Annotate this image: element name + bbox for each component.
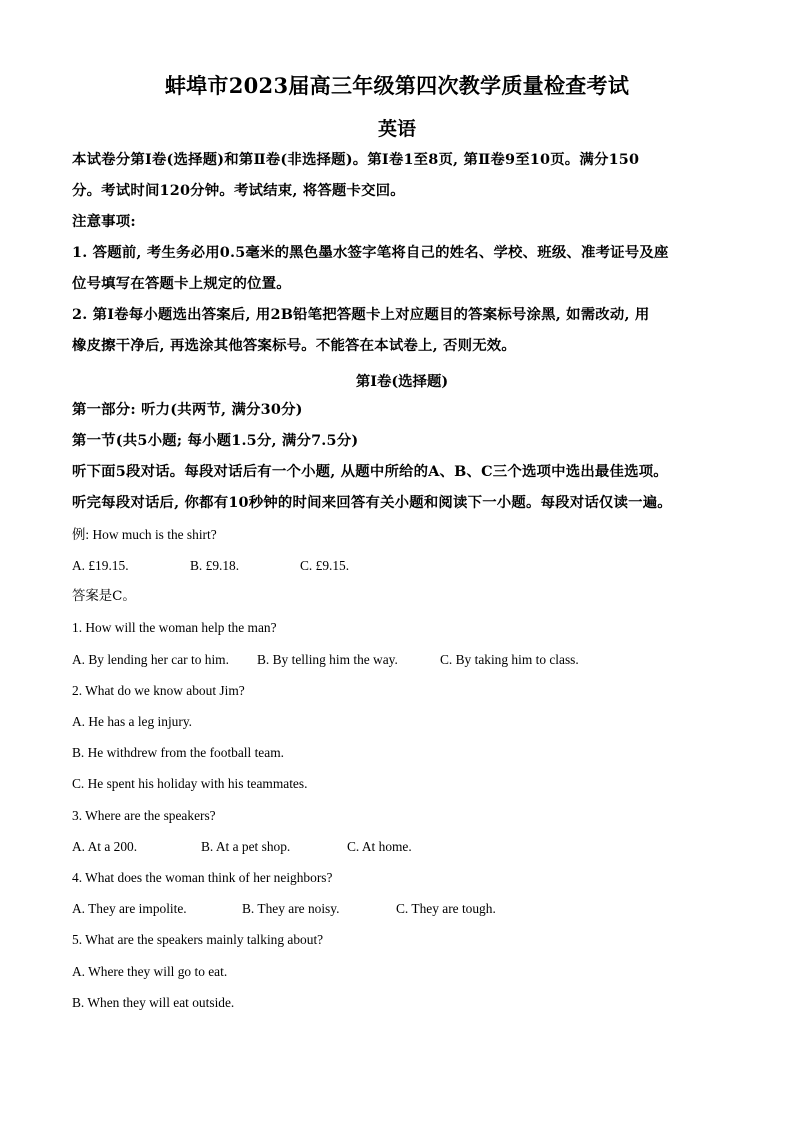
option-c: C. He spent his holiday with his teammates. [72, 776, 308, 791]
example-answer: 答案是C。 [72, 589, 136, 604]
option-b: B. When they will eat outside. [72, 995, 235, 1010]
question-options [72, 651, 732, 669]
option-c: C. They are tough. [396, 901, 496, 916]
volume-heading: 第Ⅰ卷(选择题) [355, 373, 449, 390]
question-text: 2. What do we know about Jim? [72, 683, 245, 698]
option-b: B. He withdrew from the football team. [72, 745, 284, 760]
example-options [72, 557, 732, 575]
option-a: A. At a 200. [72, 839, 138, 854]
option-a: A. He has a leg injury. [72, 714, 192, 729]
notes-heading: 注意事项: [72, 213, 136, 230]
option-c: C. £9.15. [300, 558, 350, 573]
part1-heading: 第一部分: 听力(共两节, 满分30分) [72, 401, 303, 418]
question-text: 4. What does the woman think of her neighbors? [72, 870, 333, 885]
option-a: A. £19.15. [72, 558, 129, 573]
part1-block [72, 394, 732, 518]
option-a: A. Where they will go to eat. [72, 964, 228, 979]
exam-intro [72, 144, 732, 361]
option-a: A. They are impolite. [72, 901, 187, 916]
note-line: 1. 答题前, 考生务必用0.5毫米的黑色墨水签字笔将自己的姓名、学校、班级、准考证号及座 [72, 244, 669, 261]
intro-line: 本试卷分第Ⅰ卷(选择题)和第Ⅱ卷(非选择题)。第Ⅰ卷1至8页, 第Ⅱ卷9至10页。满分150 [72, 151, 640, 168]
question-text: 3. Where are the speakers? [72, 808, 216, 823]
option-c: C. By taking him to class. [440, 652, 579, 667]
question-text: 5. What are the speakers mainly talking about? [72, 932, 324, 947]
exam-title: 蚌埠市2023届高三年级第四次教学质量检查考试 [164, 73, 630, 98]
option-b: B. At a pet shop. [201, 839, 291, 854]
instructions-line: 听完每段对话后, 你都有10秒钟的时间来回答有关小题和阅读下一小题。每段对话仅读一遍。 [72, 494, 672, 511]
intro-line: 分。考试时间120分钟。考试结束, 将答题卡交回。 [72, 182, 405, 199]
option-b: B. They are noisy. [242, 901, 340, 916]
option-b: B. £9.18. [190, 558, 240, 573]
option-b: B. By telling him the way. [257, 652, 398, 667]
section1-heading: 第一节(共5小题; 每小题1.5分, 满分7.5分) [72, 432, 359, 449]
subject-title: 英语 [377, 118, 416, 140]
note-line: 位号填写在答题卡上规定的位置。 [72, 275, 291, 292]
question-options [72, 838, 732, 856]
note-line: 2. 第Ⅰ卷每小题选出答案后, 用2B铅笔把答题卡上对应题目的答案标号涂黑, 如需改动, 用 [72, 306, 650, 323]
question-text: 1. How will the woman help the man? [72, 620, 277, 635]
example-question: 例: How much is the shirt? [72, 527, 217, 542]
option-c: C. At home. [347, 839, 412, 854]
question-options [72, 900, 732, 918]
note-line: 橡皮擦干净后, 再选涂其他答案标号。不能答在本试卷上, 否则无效。 [72, 337, 516, 354]
option-a: A. By lending her car to him. [72, 652, 229, 667]
instructions-line: 听下面5段对话。每段对话后有一个小题, 从题中所给的A、B、C三个选项中选出最佳选项。 [72, 463, 668, 480]
